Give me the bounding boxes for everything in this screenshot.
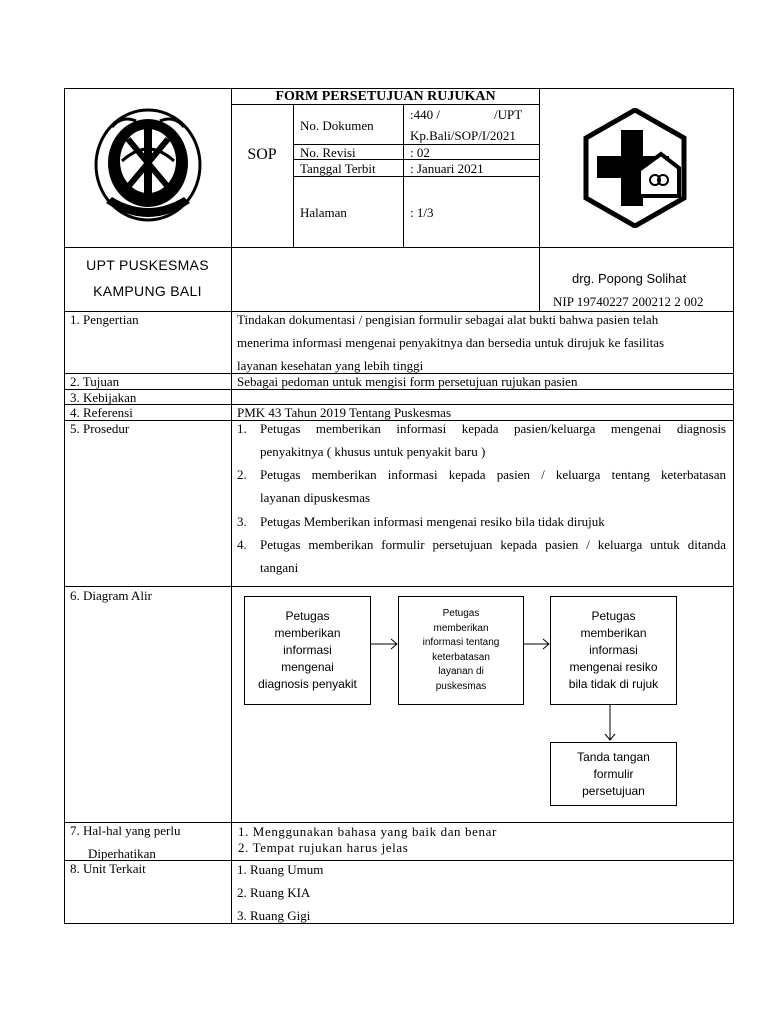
signer-nip: NIP 19740227 200212 2 002 bbox=[553, 294, 704, 309]
pengertian-text-line3: layanan kesehatan yang lebih tinggi bbox=[237, 358, 424, 373]
flow-box-text: keterbatasan bbox=[432, 651, 490, 663]
flow-box-text: formulir bbox=[593, 766, 634, 781]
flow-box-tanda-tangan bbox=[550, 742, 677, 806]
prosedur-step: Petugas memberikan informasi kepada pasien/keluarga mengenai diagnosis bbox=[260, 421, 726, 436]
prosedur-step: tangani bbox=[260, 560, 299, 575]
flow-box-text: Petugas bbox=[442, 608, 480, 619]
row-label-referensi: 4. Referensi bbox=[70, 405, 133, 420]
flow-box-diagnosis bbox=[244, 596, 371, 705]
divider bbox=[64, 860, 734, 861]
flow-box-keterbatasan bbox=[398, 596, 524, 705]
flow-box-text: Petugas bbox=[591, 609, 636, 623]
divider bbox=[64, 389, 734, 390]
table-border-right bbox=[733, 88, 734, 924]
flow-box-text: memberikan bbox=[433, 622, 489, 634]
arrow-right-icon bbox=[524, 638, 551, 650]
flow-box-text: informasi bbox=[589, 643, 638, 657]
signer-name: drg. Popong Solihat bbox=[572, 271, 687, 286]
flow-box-resiko bbox=[550, 596, 677, 705]
arrow-right-icon bbox=[371, 638, 399, 650]
flow-box-text: layanan di bbox=[438, 666, 484, 677]
divider bbox=[64, 586, 734, 587]
flow-box-text: memberikan bbox=[580, 626, 647, 640]
pengertian-text-line1: Tindakan dokumentasi / pengisian formulir sebagai alat bukti bahwa pasien telah bbox=[237, 312, 659, 327]
sop-label: SOP bbox=[247, 146, 277, 163]
org-name-line2: KAMPUNG BALI bbox=[93, 283, 202, 299]
form-title: FORM PERSETUJUAN RUJUKAN bbox=[275, 89, 496, 104]
table-border-bottom bbox=[64, 923, 734, 924]
divider bbox=[293, 176, 540, 177]
row-label-diagram: 6. Diagram Alir bbox=[70, 588, 152, 603]
flow-box-text: memberikan bbox=[274, 626, 341, 640]
arrow-down-icon bbox=[604, 705, 616, 742]
divider bbox=[231, 88, 232, 924]
tanggal-value: : Januari 2021 bbox=[410, 161, 484, 176]
tujuan-text: Sebagai pedoman untuk mengisi form persetujuan rujukan pasien bbox=[237, 374, 578, 389]
halaman-value: : 1/3 bbox=[410, 205, 434, 220]
unit-item: 1. Ruang Umum bbox=[237, 862, 324, 877]
prosedur-step: Petugas memberikan formulir persetujuan kepada pasien / keluarga untuk ditanda bbox=[260, 537, 726, 552]
prosedur-step: Petugas memberikan informasi kepada pasien / keluarga tentang keterbatasan bbox=[260, 467, 726, 482]
prosedur-num: 4. bbox=[237, 537, 247, 552]
prosedur-step: layanan dipuskesmas bbox=[260, 490, 371, 505]
unit-item: 2. Ruang KIA bbox=[237, 885, 311, 900]
divider bbox=[539, 88, 540, 311]
halaman-label: Halaman bbox=[300, 205, 347, 220]
row-label-pengertian: 1. Pengertian bbox=[70, 312, 139, 327]
row-label-hal-hal: 7. Hal-hal yang perlu bbox=[70, 823, 181, 838]
flow-box-text: informasi tentang bbox=[422, 637, 500, 648]
flow-box-text: bila tidak di rujuk bbox=[568, 677, 659, 691]
unit-item: 3. Ruang Gigi bbox=[237, 908, 311, 923]
referensi-text: PMK 43 Tahun 2019 Tentang Puskesmas bbox=[237, 405, 452, 420]
row-label-prosedur: 5. Prosedur bbox=[70, 421, 130, 436]
no-dokumen-label: No. Dokumen bbox=[300, 118, 374, 133]
tanggal-label: Tanggal Terbit bbox=[300, 161, 376, 176]
org-name-line1: UPT PUSKESMAS bbox=[86, 257, 209, 273]
no-dokumen-value: :440 / bbox=[410, 107, 440, 122]
flow-box-text: mengenai bbox=[281, 660, 334, 674]
divider bbox=[64, 247, 734, 248]
flow-box-text: diagnosis penyakit bbox=[258, 677, 357, 691]
divider bbox=[231, 104, 540, 105]
no-dokumen-value-line2: Kp.Bali/SOP/I/2021 bbox=[410, 128, 516, 143]
prosedur-num: 2. bbox=[237, 467, 247, 482]
row-label-kebijakan: 3. Kebijakan bbox=[70, 390, 137, 405]
flow-box-text: informasi bbox=[283, 643, 332, 657]
puskesmas-logo bbox=[583, 108, 687, 228]
flow-box-text: puskesmas bbox=[435, 680, 487, 692]
no-revisi-value: : 02 bbox=[410, 145, 430, 160]
prosedur-step: Petugas Memberikan informasi mengenai resiko bila tidak dirujuk bbox=[260, 514, 605, 529]
flow-box-text: Tanda tangan bbox=[577, 749, 650, 764]
flow-box-text: Petugas bbox=[285, 609, 330, 623]
row-label-hal-hal-line2: Diperhatikan bbox=[88, 846, 156, 861]
prosedur-step: penyakitnya ( khusus untuk penyakit baru ) bbox=[260, 444, 486, 459]
row-label-tujuan: 2. Tujuan bbox=[70, 374, 120, 389]
prosedur-num: 3. bbox=[237, 514, 247, 529]
flow-box-text: persetujuan bbox=[582, 783, 645, 798]
no-revisi-label: No. Revisi bbox=[300, 145, 356, 160]
hal-item: 1. Menggunakan bahasa yang baik dan benar bbox=[238, 824, 497, 839]
city-emblem-logo bbox=[92, 107, 204, 229]
prosedur-num: 1. bbox=[237, 421, 247, 436]
no-dokumen-value-upt: /UPT bbox=[494, 107, 523, 122]
row-label-unit: 8. Unit Terkait bbox=[70, 861, 146, 876]
flow-box-text: mengenai resiko bbox=[569, 660, 658, 674]
hal-item: 2. Tempat rujukan harus jelas bbox=[238, 840, 409, 855]
table-border-left bbox=[64, 88, 65, 924]
pengertian-text-line2: menerima informasi mengenai penyakitnya dan bersedia untuk dirujuk ke fasilitas bbox=[237, 335, 665, 350]
